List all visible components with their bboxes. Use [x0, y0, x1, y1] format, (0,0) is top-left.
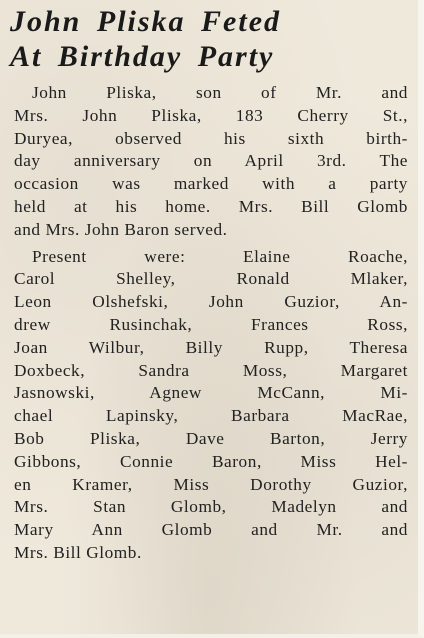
paragraph-line: Carol Shelley, Ronald Mlaker,	[14, 269, 408, 289]
paragraph-line: Gibbons, Connie Baron, Miss Hel-	[14, 451, 408, 471]
headline-line-1: John Pliska Feted	[10, 5, 282, 38]
paragraph-line: occasion was marked with a party	[14, 174, 408, 194]
headline-line-2: At Birthday Party	[10, 40, 275, 73]
paragraph-line: Leon Olshefski, John Guzior, An-	[14, 292, 408, 312]
paragraph-line: Joan Wilbur, Billy Rupp, Theresa	[14, 337, 408, 357]
paragraph-line: held at his home. Mrs. Bill Glomb	[14, 196, 408, 216]
article-body	[14, 82, 408, 565]
paragraph-line: Duryea, observed his sixth birth-	[14, 128, 408, 148]
paragraph-line: chael Lapinsky, Barbara MacRae,	[14, 406, 408, 426]
paragraph-line: John Pliska, son of Mr. and	[32, 83, 408, 102]
headline	[10, 4, 410, 74]
paragraph-line: Mary Ann Glomb and Mr. and	[14, 520, 408, 540]
paragraph-line: en Kramer, Miss Dorothy Guzior,	[14, 474, 408, 494]
paragraph-guest-list	[14, 246, 408, 565]
paragraph-line: drew Rusinchak, Frances Ross,	[14, 314, 408, 334]
paragraph-line: Mrs. John Pliska, 183 Cherry St.,	[14, 105, 408, 125]
paragraph-line: Bob Pliska, Dave Barton, Jerry	[14, 428, 408, 448]
paragraph-line: Present were: Elaine Roache,	[32, 246, 408, 266]
paragraph-line: Jasnowski, Agnew McCann, Mi-	[14, 383, 408, 403]
paragraph-party-details	[14, 82, 408, 242]
paragraph-line: Doxbeck, Sandra Moss, Margaret	[14, 360, 408, 380]
paragraph-line: and Mrs. John Baron served.	[14, 219, 228, 239]
paragraph-line: Mrs. Bill Glomb.	[14, 542, 142, 562]
paragraph-line: Mrs. Stan Glomb, Madelyn and	[14, 497, 408, 517]
paragraph-line: day anniversary on April 3rd. The	[14, 151, 408, 171]
